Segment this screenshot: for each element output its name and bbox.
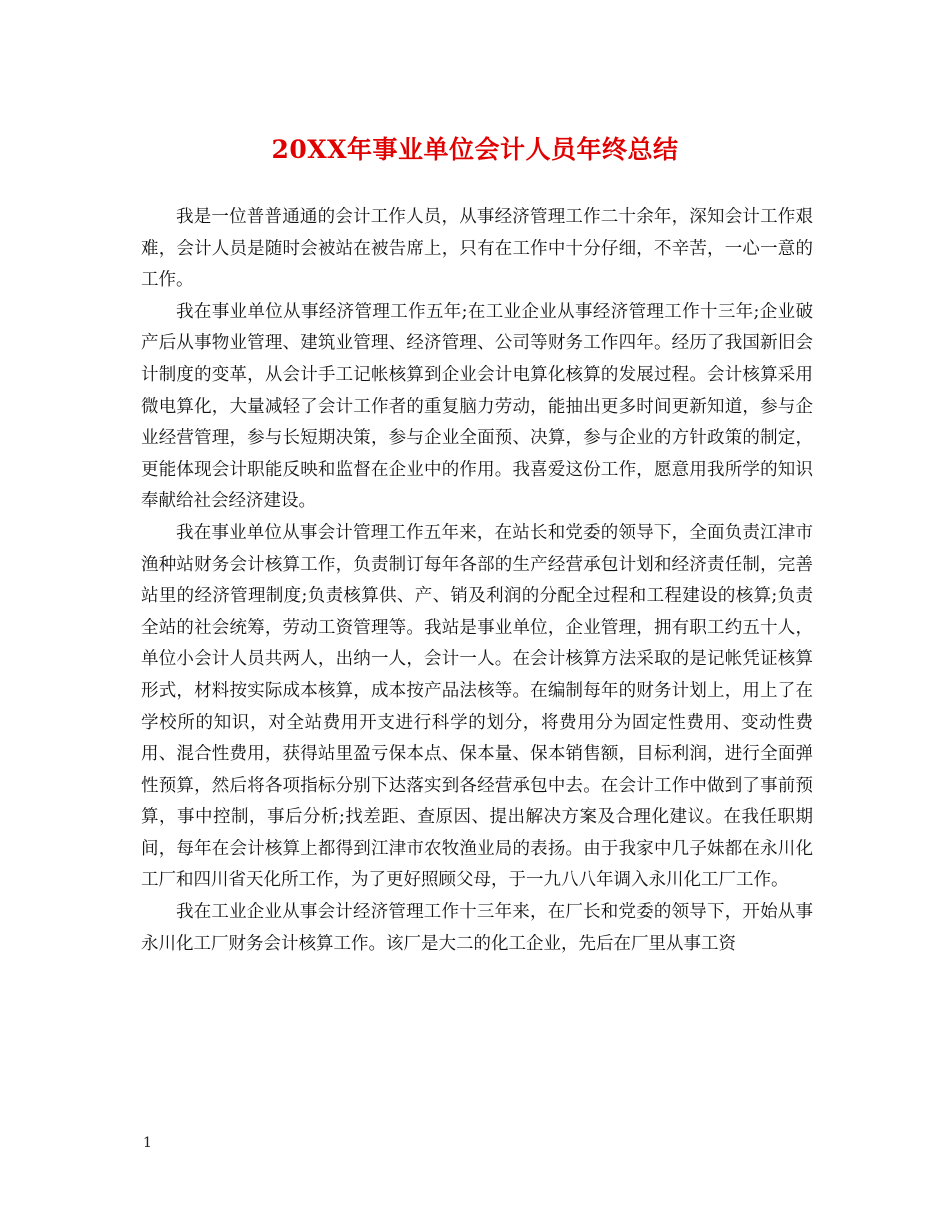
document-title: 20XX年事业单位会计人员年终总结 bbox=[271, 135, 679, 164]
paragraph-4: 我在工业企业从事会计经济管理工作十三年来，在厂长和党委的领导下，开始从事永川化工厂财务会计核算工作。该厂是大二的化工企业，先后在厂里从事工资 bbox=[141, 902, 813, 954]
document-body bbox=[141, 202, 813, 960]
paragraph-1: 我是一位普普通通的会计工作人员，从事经济管理工作二十余年，深知会计工作艰难，会计人员是随时会被站在被告席上，只有在工作中十分仔细，不辛苦，一心一意的工作。 bbox=[141, 207, 813, 291]
paragraph-2: 我在事业单位从事经济管理工作五年;在工业企业从事经济管理工作十三年;企业破产后从事物业管理、建筑业管理、经济管理、公司等财务工作四年。经历了我国新旧会计制度的变革，从会计手工记帐核算到企业会计电算化核算的发展过程。会计核算采用微电算化，大量减轻了会计工作者的重复脑力劳动，能抽出更多时间更新知道，参与企业经营管理，参与长短期决策，参与企业全面预、决算，参与企业的方针政策的制定，更能体现会计职能反映和监督在企业中的作用。我喜爱这份工作，愿意用我所学的知识奉献给社会经济建设。 bbox=[141, 301, 813, 512]
page-number: 1 bbox=[143, 1135, 152, 1151]
paragraph-3: 我在事业单位从事会计管理工作五年来，在站长和党委的领导下，全面负责江津市渔种站财务会计核算工作，负责制订每年各部的生产经营承包计划和经济责任制，完善站里的经济管理制度;负责核算供、产、销及利润的分配全过程和工程建设的核算;负责全站的社会统筹，劳动工资管理等。我站是事业单位，企业管理，拥有职工约五十人，单位小会计人员共两人，出纳一人，会计一人。在会计核算方法采取的是记帐凭证核算形式，材料按实际成本核算，成本按产品法核等。在编制每年的财务计划上，用上了在学校所的知识，对全站费用开支进行科学的划分，将费用分为固定性费用、变动性费用、混合性费用，获得站里盈亏保本点、保本量、保本销售额，目标利润，进行全面弹性预算，然后将各项指标分别下达落实到各经营承包中去。在会计工作中做到了事前预算，事中控制，事后分析;找差距、查原因、提出解决方案及合理化建议。在我任职期间，每年在会计核算上都得到江津市农牧渔业局的表扬。由于我家中几子妹都在永川化工厂和四川省天化所工作，为了更好照顾父母，于一九八八年调入永川化工厂工作。 bbox=[141, 522, 813, 891]
